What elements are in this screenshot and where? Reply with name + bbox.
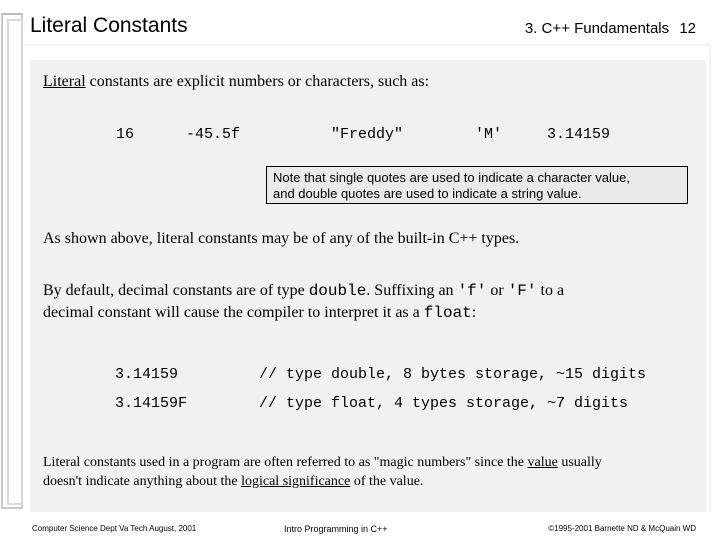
magic-text-logical-significance: logical significance bbox=[241, 474, 351, 489]
default-type-line-2 bbox=[43, 302, 564, 324]
code-float: float bbox=[423, 304, 472, 322]
para3-text-2: . Suffixing an bbox=[366, 282, 454, 299]
chapter-header bbox=[525, 20, 696, 37]
literal-string: "Freddy" bbox=[331, 126, 404, 143]
code-f-lower: 'f' bbox=[457, 282, 487, 300]
footer-right: ©1995-2001 Barnette ND & McQuain WD bbox=[548, 524, 696, 533]
default-type-paragraph bbox=[43, 280, 564, 324]
para3-text-6: : bbox=[471, 304, 477, 321]
note-line-1: Note that single quotes are used to indicate a character value, bbox=[273, 170, 630, 185]
page-number: 12 bbox=[679, 20, 696, 37]
intro-text: constants are explicit numbers or characters, such as: bbox=[89, 73, 430, 90]
code-row-1-value: 3.14159 bbox=[115, 366, 179, 383]
para3-text-5: decimal constant will cause the compiler to interpret it as a bbox=[43, 304, 420, 321]
para3-text-1: By default, decimal constants are of type bbox=[43, 282, 305, 299]
para3-text-4: to a bbox=[540, 282, 565, 299]
code-row-1-comment: // type double, 8 bytes storage, ~15 digits bbox=[259, 366, 647, 383]
magic-numbers-line-2 bbox=[43, 472, 423, 491]
chapter-label: 3. C++ Fundamentals bbox=[524, 20, 670, 37]
code-row-2-value: 3.14159F bbox=[115, 395, 188, 412]
literal-char: 'M' bbox=[475, 126, 503, 143]
magic-text-1a: Literal constants used in a program are often referred to as "magic numbers" since the bbox=[43, 455, 525, 470]
builtin-types-paragraph: As shown above, literal constants may be of any of the built-in C++ types. bbox=[43, 230, 520, 247]
magic-text-value: value bbox=[527, 455, 558, 470]
note-box bbox=[266, 166, 688, 204]
literal-int: 16 bbox=[116, 126, 135, 143]
footer-center: Intro Programming in C++ bbox=[284, 524, 388, 534]
code-f-upper: 'F' bbox=[507, 282, 537, 300]
intro-literal-word: Literal bbox=[43, 73, 86, 90]
code-double: double bbox=[308, 282, 367, 300]
para3-text-3: or bbox=[490, 282, 504, 299]
literal-float: -45.5f bbox=[186, 126, 241, 143]
magic-text-1c: usually bbox=[561, 455, 602, 470]
code-row-2-comment: // type float, 4 types storage, ~7 digits bbox=[259, 395, 629, 412]
intro-paragraph bbox=[43, 71, 429, 93]
footer-left: Computer Science Dept Va Tech August, 2001 bbox=[32, 524, 197, 533]
magic-text-2a: doesn't indicate anything about the bbox=[43, 474, 238, 489]
literal-double: 3.14159 bbox=[547, 126, 611, 143]
magic-numbers-line-1 bbox=[43, 453, 602, 472]
default-type-line-1 bbox=[43, 280, 564, 302]
note-line-2: and double quotes are used to indicate a string value. bbox=[273, 186, 582, 201]
slide-title: Literal Constants bbox=[30, 14, 188, 37]
magic-text-2c: of the value. bbox=[353, 474, 424, 489]
